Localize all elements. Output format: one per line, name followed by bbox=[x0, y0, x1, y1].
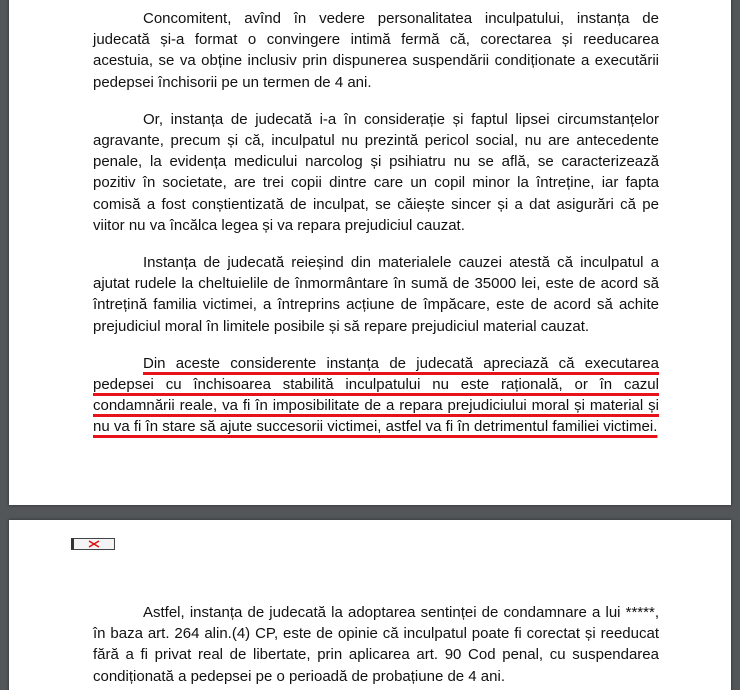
document-page-1 bbox=[9, 0, 731, 505]
broken-image-icon bbox=[71, 538, 115, 550]
paragraph-personality: Concomitent, avînd în vedere personalitatea inculpatului, instanța de judecată și-a format o convingere intimă fermă că, corectarea și reeducarea acestuia, se va obține inclusiv prin dispunerea suspendării condiționate a executării pedepsei închisorii pe un termen de 4 ani. bbox=[93, 10, 659, 91]
page-1-content bbox=[93, 8, 659, 454]
paragraph-materials: Instanța de judecată reieșind din materialele cauzei atestă că inculpatul a ajutat rudele la cheltuielile de înmormântare în sumă de 35000 lei, este de acord să întrețină familia victimei, a întreprins acțiune de împăcare, este de acord să achite prejudiciul moral în limitele posibile și să repare prejudiciul material cauzat. bbox=[93, 254, 659, 335]
paragraph-circumstances: Or, instanța de judecată i-a în considerație și faptul lipsei circumstanțelor agravante, precum și că, inculpatul nu prezintă pericol social, nu are antecedente penale, la evidența medicului narcolog și psihiatru nu se află, se caracterizează pozitiv în societate, are trei copii dintre care un copil minor la întreține, iar fapta comisă a fost conștientizată de inculpat, se căiește sincer și a dat asigurări că pe viitor nu va încălca legea și va repara prejudiciul cauzat. bbox=[93, 110, 659, 234]
paragraph-sentence: Astfel, instanța de judecată la adoptarea sentinței de condamnare a lui *****, în baza art. 264 alin.(4) CP, este de opinie că inculpatul poate fi corectat și reeducat fără a fi privat real de libertate, prin aplicarea art. 90 Cod penal, cu suspendarea condiționată a pedepsei pe o perioadă de probațiune de 4 ani. bbox=[93, 604, 659, 685]
paragraph-highlighted-conclusion: Din aceste considerente instanța de judecată apreciază că executarea pedepsei cu închisoarea stabilită inculpatului nu este rațională, or în cazul condamnării reale, va fi în imposibilitate de a repara prejudiciului moral și material și nu va fi în stare să ajute succesorii victimei, astfel va fi în detrimentul familiei victimei. bbox=[93, 354, 659, 436]
page-2-content bbox=[93, 602, 659, 690]
document-page-2 bbox=[9, 520, 731, 690]
cross-icon bbox=[87, 540, 101, 548]
